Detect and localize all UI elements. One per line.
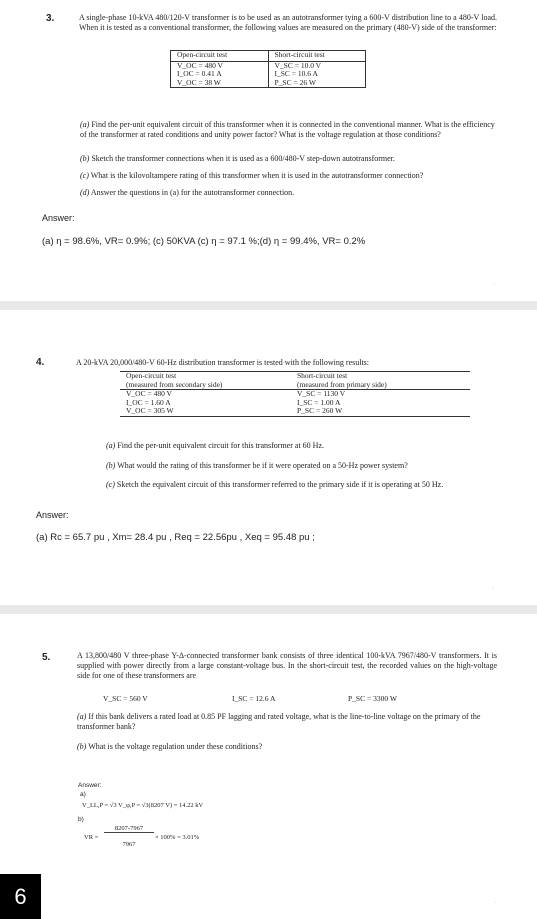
part-a-equation: V_LL,P = √3 V_φ,P = √3(8207 V) = 14.22 kV — [82, 802, 204, 809]
table-row: I_OC = 1.60 A I_SC = 1.00 A — [126, 397, 341, 407]
part-a-label: a) — [80, 791, 86, 798]
sc-voltage: V_SC = 560 V — [103, 694, 148, 703]
table-row: V_OC = 38 W P_SC = 26 W — [171, 79, 366, 88]
question-b: (b) What is the voltage regulation under these conditions? — [77, 742, 263, 751]
dot-mark: · — [494, 900, 496, 906]
table-header: Open-circuit test — [126, 371, 177, 380]
table-header: Short-circuit test — [268, 51, 366, 62]
dot-mark: · — [492, 586, 494, 592]
problem-4-section — [0, 310, 537, 605]
question-c: (c) What is the kilovoltampere rating of this transformer when it is used in the autotransformer connection? — [80, 171, 424, 180]
vr-numerator: 8207-7967 — [104, 825, 154, 833]
question-a: (a) If this bank delivers a rated load at 0.85 PF lagging and rated voltage, what is the line-to-line voltage on the primary of the transformer bank? — [77, 712, 481, 731]
table-row: V_OC = 305 W P_SC = 260 W — [120, 407, 470, 416]
answer-text: (a) Rc = 65.7 pu , Xm= 28.4 pu , Req = 22.56pu , Xeq = 95.48 pu ; — [36, 532, 315, 543]
answer-text: (a) η = 98.6%, VR= 0.9%; (c) 50KVA (c) η = 97.1 %;(d) η = 99.4%, VR= 0.2% — [42, 236, 366, 247]
vr-prefix: VR = — [84, 834, 99, 841]
problem-number: 4. — [36, 357, 45, 368]
problem-intro: A 13,800/480 V three-phase Y-Δ-connected transformer bank consists of three identical 100-kVA 7967/480-V transformers. It is supplied with power directly from a large constant-voltage bus. In the short-circuit test, the recorded values on the high-voltage side for one of these transformers are — [77, 651, 497, 680]
sc-power: P_SC = 3300 W — [348, 694, 397, 703]
answer-label: Answer: — [36, 510, 69, 520]
table-subheader: (measured from secondary side) — [120, 381, 291, 390]
table-subheader: (measured from primary side) — [291, 381, 470, 390]
problem-intro: A 20-kVA 20,000/480-V 60-Hz distribution transformer is tested with the following results: — [76, 358, 370, 367]
problem-5-section — [0, 614, 537, 919]
answer-label: Answer: — [78, 782, 102, 789]
problem-3-section — [0, 0, 537, 300]
section-divider — [0, 605, 537, 614]
part-b-label: b) — [78, 816, 84, 823]
page-number-badge — [0, 874, 41, 919]
test-results-table — [170, 50, 366, 88]
question-a: (a) Find the per-unit equivalent circuit for this transformer at 60 Hz. — [106, 441, 324, 450]
table-header: Open-circuit test — [171, 51, 269, 62]
question-d: (d) Answer the questions in (a) for the autotransformer connection. — [80, 188, 295, 197]
problem-intro: A single-phase 10-kVA 480/120-V transformer is to be used as an autotransformer tying a 600-V distribution line to a 480-V load. When it is tested as a conventional transformer, the following values are measured on the primary (480-V) side of the transformer: — [79, 13, 497, 32]
sc-current: I_SC = 12.6 A — [232, 694, 276, 703]
question-b: (b) What would the rating of this transformer be if it were operated on a 50-Hz power system? — [106, 461, 408, 470]
table-row: I_OC = 0.41 A I_SC = 10.6 A — [171, 70, 366, 79]
table-row: V_OC = 480 V V_SC = 1130 V — [126, 389, 346, 398]
table-row: V_OC = 480 V V_SC = 10.0 V — [171, 61, 366, 70]
page-number: 6 — [14, 884, 27, 909]
test-results-table — [120, 371, 470, 417]
vr-denominator: 7967 — [122, 841, 136, 848]
question-c: (c) Sketch the equivalent circuit of this transformer referred to the primary side if it is operating at 50 Hz. — [106, 480, 444, 489]
question-b: (b) Sketch the transformer connections when it is used as a 600/480-V step-down autotransformer. — [80, 154, 395, 163]
vr-result: × 100% = 3.01% — [155, 834, 200, 841]
dot-mark: · — [493, 282, 495, 288]
section-divider — [0, 301, 537, 310]
question-a: (a) Find the per-unit equivalent circuit of this transformer when it is connected in the conventional manner. What is the efficiency of the transformer at rated conditions and unity power factor? What is the voltage regulation at those conditions? — [80, 120, 495, 139]
answer-label: Answer: — [42, 213, 75, 223]
problem-number: 5. — [42, 652, 51, 663]
table-header: Short-circuit test — [297, 371, 348, 380]
problem-number: 3. — [46, 13, 55, 24]
